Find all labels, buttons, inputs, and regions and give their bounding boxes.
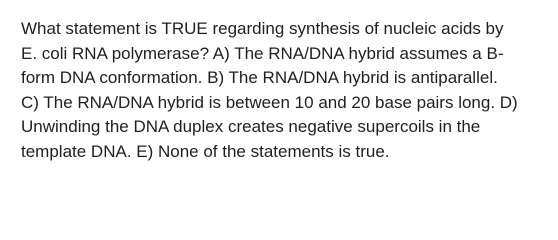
question-line: What statement is TRUE regarding synthesis of nucleic acids by: [21, 19, 504, 38]
question-line: template DNA. E) None of the statements is true.: [21, 141, 390, 161]
question-line: E. coli RNA polymerase? A) The RNA/DNA hybrid assumes a B-: [21, 43, 504, 63]
question-text: [21, 17, 545, 164]
question-line: C) The RNA/DNA hybrid is between 10 and 20 base pairs long. D): [21, 92, 518, 112]
question-line: form DNA conformation. B) The RNA/DNA hybrid is antiparallel.: [21, 68, 498, 87]
question-line: Unwinding the DNA duplex creates negative supercoils in the: [21, 117, 481, 136]
